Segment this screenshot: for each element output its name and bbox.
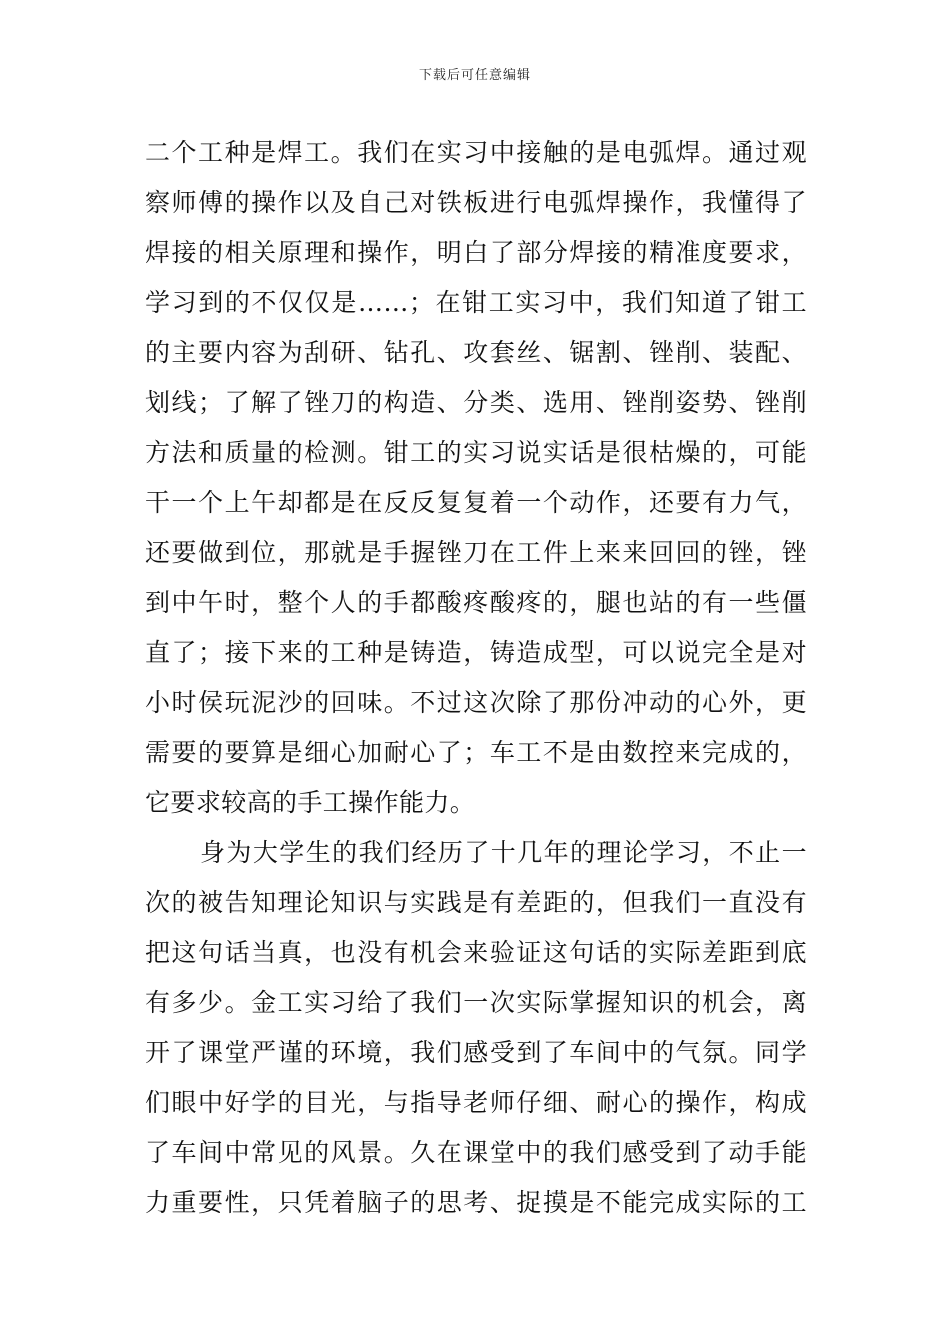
- text-line: 察师傅的操作以及自己对铁板进行电弧焊操作，我懂得了: [145, 188, 807, 217]
- paragraph-2: [145, 828, 807, 1228]
- text-line: 次的被告知理论知识与实践是有差距的，但我们一直没有: [145, 888, 807, 917]
- text-line: 开了课堂严谨的环境，我们感受到了车间中的气氛。同学: [145, 1038, 807, 1067]
- text-line: 焊接的相关原理和操作，明白了部分焊接的精准度要求，: [145, 238, 807, 267]
- text-line: 把这句话当真，也没有机会来验证这句话的实际差距到底: [145, 938, 807, 967]
- page-header: 下载后可任意编辑: [418, 68, 531, 83]
- text-line: 小时侯玩泥沙的回味。不过这次除了那份冲动的心外，更: [145, 688, 807, 717]
- text-line: 们眼中好学的目光，与指导老师仔细、耐心的操作，构成: [145, 1088, 807, 1117]
- body-text: [145, 128, 807, 1228]
- text-line: 直了；接下来的工种是铸造，铸造成型，可以说完全是对: [145, 638, 807, 667]
- text-line: 到中午时，整个人的手都酸疼酸疼的，腿也站的有一些僵: [145, 588, 807, 617]
- text-line: 的主要内容为刮研、钻孔、攻套丝、锯割、锉削、装配、: [145, 338, 807, 367]
- text-line: 还要做到位，那就是手握锉刀在工件上来来回回的锉，锉: [145, 538, 807, 567]
- text-line: 需要的要算是细心加耐心了；车工不是由数控来完成的，: [145, 738, 807, 767]
- text-line: 方法和质量的检测。钳工的实习说实话是很枯燥的，可能: [145, 438, 807, 467]
- text-line: 了车间中常见的风景。久在课堂中的我们感受到了动手能: [145, 1138, 807, 1167]
- text-line: 身为大学生的我们经历了十几年的理论学习，不止一: [200, 838, 807, 867]
- paragraph-1: [145, 128, 807, 828]
- text-line: 力重要性，只凭着脑子的思考、捉摸是不能完成实际的工: [145, 1188, 807, 1217]
- text-line: 二个工种是焊工。我们在实习中接触的是电弧焊。通过观: [145, 138, 807, 167]
- text-line: 干一个上午却都是在反反复复着一个动作，还要有力气，: [145, 488, 807, 517]
- text-line: 划线；了解了锉刀的构造、分类、选用、锉削姿势、锉削: [145, 388, 807, 417]
- text-line: 有多少。金工实习给了我们一次实际掌握知识的机会，离: [145, 988, 807, 1017]
- text-line: 学习到的不仅仅是……；在钳工实习中，我们知道了钳工: [145, 288, 807, 317]
- text-line: 它要求较高的手工操作能力。: [145, 788, 476, 817]
